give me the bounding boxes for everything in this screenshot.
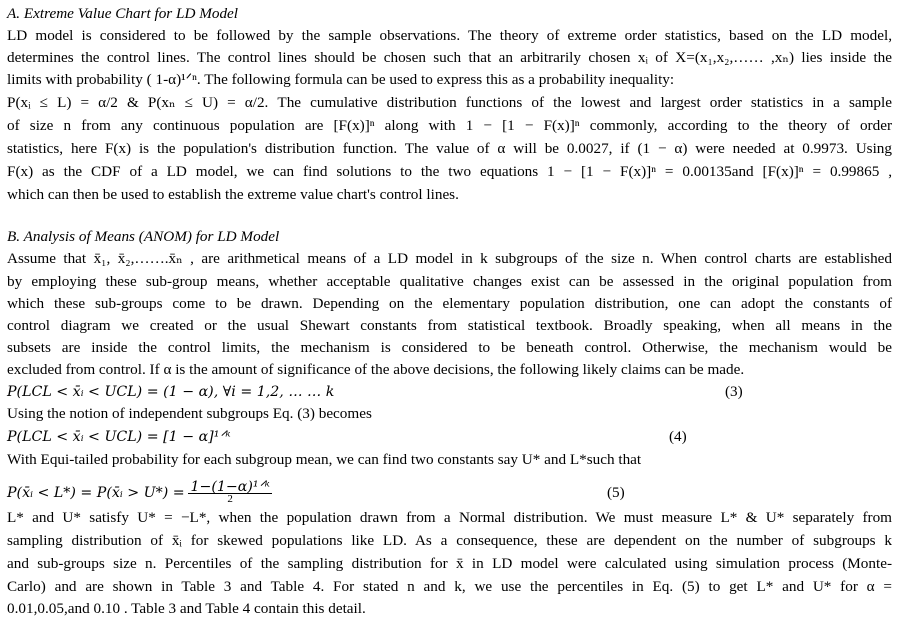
section-b-tail-4: Carlo) and are shown in Table 3 and Table 4. For stated n and k, we use the percentiles in Eq. (5) to get L* and U* for α =	[7, 578, 892, 595]
section-b-tail-3: and sub-groups size n. Percentiles of the sampling distribution for x̄ in LD model were calculated using simulation process (Monte-	[7, 555, 892, 572]
section-a-line-6: statistics, here F(x) is the population's distribution function. The value of α will be 0.0027, if (1 − α) were needed at 0.9973. Using	[7, 140, 892, 157]
equation-5-row	[7, 478, 892, 508]
section-b-tail-2: sampling distribution of x̄ᵢ for skewed populations like LD. As a consequence, these are dependent on the number of subgroups k	[7, 532, 892, 549]
section-a-line-3: limits with probability ( 1-α)¹ᐟⁿ. The following formula can be used to express this as a probability inequality:	[7, 71, 675, 88]
section-a-line-7: F(x) as the CDF of a LD model, we can find solutions to the two equations 1 − [1 − F(x)]ⁿ = 0.00135and [F(x)]ⁿ = 0.99865 ,	[7, 163, 892, 180]
equation-5-number: (5)	[607, 484, 625, 501]
section-b-tail-1: L* and U* satisfy U* = −L*, when the population drawn from a Normal distribution. We must measure L* & U* separately from	[7, 509, 892, 526]
equation-5-lhs: P(x̄ᵢ < L*) = P(x̄ᵢ > U*) =	[7, 485, 185, 501]
section-a-line-8: which can then be used to establish the extreme value chart's control lines.	[7, 186, 459, 203]
text-after-eq3: Using the notion of independent subgroups Eq. (3) becomes	[7, 405, 372, 422]
section-a-line-5: of size n from any continuous population are [F(x)]ⁿ along with 1 − [1 − F(x)]ⁿ commonly, according to the theory of order	[7, 117, 892, 134]
section-a-line-2: determines the control lines. The control lines should be chosen such that an arbitrarily chosen xᵢ of X=(x₁,x₂,…… ,xₙ) lies inside the	[7, 49, 892, 66]
text-after-eq4: With Equi-tailed probability for each subgroup mean, we can find two constants say U* and L*such that	[7, 451, 642, 468]
section-b-line-1: Assume that x̄₁, x̄₂,…….x̄ₙ , are arithmetical means of a LD model in k subgroups of the size n. When control charts are established	[7, 250, 892, 267]
section-b-line-2: by employing these sub-group means, whether acceptable qualitative changes exist can be assessed in the original population from	[7, 273, 892, 290]
section-b-tail-5: 0.01,0.05,and 0.10 . Table 3 and Table 4 contain this detail.	[7, 600, 366, 617]
section-b-line-5: subsets are inside the control limits, the mechanism is considered to be beneath control. Otherwise, the mechanism would be	[7, 339, 892, 356]
section-b-line-4: control diagram we created or the usual Shewart constants from statistical textbook. Broadly speaking, when all means in the	[7, 317, 892, 334]
section-a-line-4: P(xᵢ ≤ L) = α/2 & P(xₙ ≤ U) = α/2. The cumulative distribution functions of the lowest and largest order statistics in a sample	[7, 94, 892, 111]
equation-5-fraction	[188, 479, 271, 506]
section-a-heading: A. Extreme Value Chart for LD Model	[7, 5, 239, 22]
equation-5-numerator: 1−(1−α)¹ᐟᵏ	[190, 479, 270, 496]
equation-4-number: (4)	[669, 428, 687, 445]
equation-3-row	[7, 381, 892, 403]
section-b-line-6: excluded from control. If α is the amount of significance of the above decisions, the following likely claims can be made.	[7, 361, 745, 378]
section-a-line-1: LD model is considered to be followed by the sample observations. The theory of extreme order statistics, based on the LD model,	[7, 27, 892, 44]
section-b-line-3: which these sub-groups come to be drawn. Depending on the elementary population distribution, one can adopt the constants of	[7, 295, 892, 312]
equation-4: P(LCL < x̄ᵢ < UCL) = [1 − α]¹ᐟᵏ	[7, 429, 231, 445]
equation-3: P(LCL < x̄ᵢ < UCL) = (1 − α), ∀i = 1,2, … … k	[7, 384, 335, 400]
section-b-heading: B. Analysis of Means (ANOM) for LD Model	[7, 228, 280, 245]
equation-3-number: (3)	[725, 383, 743, 400]
equation-4-row	[7, 426, 892, 448]
equation-5-denominator: 2	[227, 493, 233, 506]
